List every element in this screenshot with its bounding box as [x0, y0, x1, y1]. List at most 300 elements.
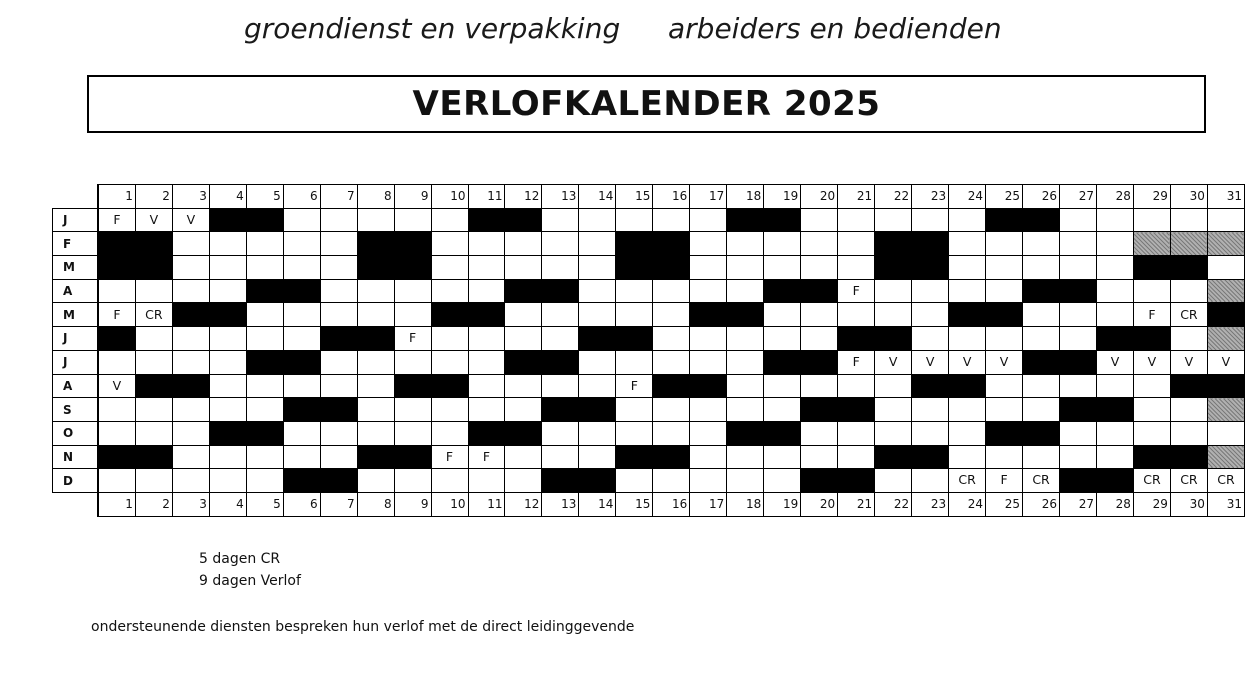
day-cell	[764, 232, 801, 256]
closed-day-cell	[357, 232, 394, 256]
day-cell	[653, 208, 690, 232]
closed-day-cell	[838, 327, 875, 351]
day-number: 16	[653, 185, 690, 209]
closed-day-cell	[986, 303, 1023, 327]
day-cell	[431, 398, 468, 422]
closed-day-cell	[1207, 303, 1244, 327]
closed-day-cell	[1170, 445, 1207, 469]
day-cell	[431, 232, 468, 256]
closed-day-cell	[320, 327, 357, 351]
day-cell	[283, 445, 320, 469]
day-number: 19	[764, 185, 801, 209]
closed-day-cell	[320, 469, 357, 493]
nonexistent-day-cell	[1207, 398, 1244, 422]
day-cell	[246, 232, 283, 256]
day-number: 6	[283, 185, 320, 209]
day-cell	[431, 279, 468, 303]
closed-day-cell	[505, 208, 542, 232]
day-number: 12	[505, 185, 542, 209]
marked-day-cell: F	[838, 279, 875, 303]
day-cell	[283, 327, 320, 351]
day-cell	[135, 421, 172, 445]
day-cell	[209, 350, 246, 374]
day-cell	[1096, 256, 1133, 280]
day-cell	[875, 421, 912, 445]
closed-day-cell	[135, 232, 172, 256]
day-cell	[246, 303, 283, 327]
day-number: 7	[320, 185, 357, 209]
day-cell	[579, 350, 616, 374]
day-cell	[1096, 374, 1133, 398]
closed-day-cell	[542, 279, 579, 303]
day-number: 10	[431, 492, 468, 516]
day-number: 29	[1133, 492, 1170, 516]
day-cell	[320, 374, 357, 398]
day-cell	[690, 208, 727, 232]
day-cell	[283, 421, 320, 445]
day-number: 21	[838, 185, 875, 209]
day-cell	[653, 279, 690, 303]
day-cell	[135, 350, 172, 374]
day-cell	[949, 398, 986, 422]
day-cell	[246, 327, 283, 351]
day-cell	[505, 374, 542, 398]
day-cell	[505, 256, 542, 280]
day-cell	[949, 208, 986, 232]
day-cell	[1060, 256, 1097, 280]
marked-day-cell: V	[172, 208, 209, 232]
day-cell	[542, 232, 579, 256]
closed-day-cell	[912, 256, 949, 280]
month-row	[53, 469, 1245, 493]
closed-day-cell	[1023, 208, 1060, 232]
day-cell	[690, 421, 727, 445]
corner-cell	[53, 185, 98, 209]
day-cell	[320, 232, 357, 256]
day-cell	[764, 445, 801, 469]
marked-day-cell: V	[875, 350, 912, 374]
month-label: F	[53, 232, 98, 256]
day-cell	[801, 374, 838, 398]
closed-day-cell	[764, 350, 801, 374]
day-cell	[801, 256, 838, 280]
day-cell	[468, 374, 505, 398]
day-cell	[209, 256, 246, 280]
marked-day-cell: CR	[1023, 469, 1060, 493]
day-number: 16	[653, 492, 690, 516]
day-cell	[320, 445, 357, 469]
closed-day-cell	[653, 256, 690, 280]
day-cell	[357, 303, 394, 327]
day-cell	[357, 374, 394, 398]
closed-day-cell	[653, 232, 690, 256]
month-label: O	[53, 421, 98, 445]
day-cell	[246, 374, 283, 398]
day-cell	[1023, 256, 1060, 280]
month-row	[53, 445, 1245, 469]
day-cell	[172, 469, 209, 493]
day-cell	[764, 469, 801, 493]
day-number: 5	[246, 185, 283, 209]
day-cell	[1133, 398, 1170, 422]
day-cell	[1096, 232, 1133, 256]
marked-day-cell: CR	[949, 469, 986, 493]
day-cell	[912, 398, 949, 422]
day-number: 22	[875, 185, 912, 209]
day-number: 14	[579, 492, 616, 516]
day-number: 14	[579, 185, 616, 209]
closed-day-cell	[949, 303, 986, 327]
day-cell	[801, 421, 838, 445]
day-cell	[1060, 374, 1097, 398]
closed-day-cell	[394, 445, 431, 469]
closed-day-cell	[912, 445, 949, 469]
day-cell	[579, 208, 616, 232]
day-cell	[579, 303, 616, 327]
closed-day-cell	[616, 256, 653, 280]
day-number: 15	[616, 185, 653, 209]
closed-day-cell	[875, 445, 912, 469]
day-number: 3	[172, 185, 209, 209]
day-cell	[1170, 398, 1207, 422]
day-number: 24	[949, 185, 986, 209]
day-number: 29	[1133, 185, 1170, 209]
closed-day-cell	[468, 303, 505, 327]
day-cell	[912, 279, 949, 303]
month-label: D	[53, 469, 98, 493]
closed-day-cell	[875, 327, 912, 351]
closed-day-cell	[394, 374, 431, 398]
day-cell	[283, 374, 320, 398]
month-label: J	[53, 208, 98, 232]
day-number: 5	[246, 492, 283, 516]
month-row	[53, 374, 1245, 398]
day-cell	[1096, 421, 1133, 445]
day-header-top	[53, 185, 1245, 209]
day-cell	[690, 445, 727, 469]
day-number: 12	[505, 492, 542, 516]
closed-day-cell	[801, 279, 838, 303]
marked-day-cell: V	[1207, 350, 1244, 374]
day-cell	[542, 303, 579, 327]
closed-day-cell	[505, 279, 542, 303]
day-number: 23	[912, 492, 949, 516]
nonexistent-day-cell	[1133, 232, 1170, 256]
day-cell	[357, 279, 394, 303]
day-cell	[283, 208, 320, 232]
closed-day-cell	[1096, 398, 1133, 422]
day-number: 17	[690, 185, 727, 209]
day-cell	[320, 256, 357, 280]
closed-day-cell	[764, 208, 801, 232]
day-cell	[135, 469, 172, 493]
day-cell	[838, 256, 875, 280]
day-cell	[986, 232, 1023, 256]
day-number: 8	[357, 185, 394, 209]
day-cell	[912, 303, 949, 327]
day-cell	[98, 469, 135, 493]
day-cell	[1133, 421, 1170, 445]
day-cell	[875, 279, 912, 303]
day-cell	[468, 327, 505, 351]
day-cell	[838, 208, 875, 232]
closed-day-cell	[1170, 256, 1207, 280]
day-cell	[209, 327, 246, 351]
day-number: 21	[838, 492, 875, 516]
day-cell	[320, 350, 357, 374]
nonexistent-day-cell	[1207, 445, 1244, 469]
marked-day-cell: F	[98, 303, 135, 327]
day-cell	[394, 350, 431, 374]
day-cell	[468, 398, 505, 422]
day-cell	[172, 421, 209, 445]
closed-day-cell	[431, 374, 468, 398]
day-cell	[875, 398, 912, 422]
closed-day-cell	[579, 398, 616, 422]
day-number: 8	[357, 492, 394, 516]
day-number: 30	[1170, 492, 1207, 516]
day-number: 11	[468, 492, 505, 516]
nonexistent-day-cell	[1207, 279, 1244, 303]
day-cell	[246, 445, 283, 469]
day-cell	[542, 256, 579, 280]
day-cell	[875, 469, 912, 493]
closed-day-cell	[1023, 350, 1060, 374]
day-cell	[394, 421, 431, 445]
day-cell	[283, 303, 320, 327]
closed-day-cell	[172, 303, 209, 327]
day-number: 26	[1023, 492, 1060, 516]
day-cell	[320, 303, 357, 327]
marked-day-cell: F	[1133, 303, 1170, 327]
nonexistent-day-cell	[1207, 232, 1244, 256]
day-header-bottom	[53, 492, 1245, 516]
day-cell	[727, 469, 764, 493]
closed-day-cell	[394, 232, 431, 256]
day-cell	[431, 350, 468, 374]
day-cell	[764, 256, 801, 280]
day-cell	[1170, 327, 1207, 351]
day-cell	[949, 256, 986, 280]
day-cell	[727, 327, 764, 351]
day-cell	[209, 374, 246, 398]
day-cell	[1023, 303, 1060, 327]
day-cell	[246, 398, 283, 422]
day-cell	[1207, 256, 1244, 280]
marked-day-cell: CR	[1207, 469, 1244, 493]
day-cell	[394, 303, 431, 327]
closed-day-cell	[505, 421, 542, 445]
closed-day-cell	[949, 374, 986, 398]
day-cell	[1060, 232, 1097, 256]
day-number: 25	[986, 492, 1023, 516]
month-label: S	[53, 398, 98, 422]
day-cell	[653, 421, 690, 445]
day-cell	[690, 350, 727, 374]
day-cell	[653, 327, 690, 351]
day-cell	[875, 208, 912, 232]
closed-day-cell	[801, 350, 838, 374]
day-cell	[394, 398, 431, 422]
day-cell	[394, 279, 431, 303]
day-number: 31	[1207, 185, 1244, 209]
notes	[199, 548, 301, 592]
closed-day-cell	[98, 256, 135, 280]
day-cell	[1096, 208, 1133, 232]
closed-day-cell	[838, 469, 875, 493]
closed-day-cell	[431, 303, 468, 327]
closed-day-cell	[764, 421, 801, 445]
day-cell	[1133, 279, 1170, 303]
day-cell	[209, 398, 246, 422]
month-row	[53, 232, 1245, 256]
day-cell	[1023, 445, 1060, 469]
closed-day-cell	[727, 303, 764, 327]
day-cell	[357, 398, 394, 422]
day-cell	[135, 327, 172, 351]
day-cell	[986, 398, 1023, 422]
day-cell	[542, 445, 579, 469]
day-cell	[986, 279, 1023, 303]
month-row	[53, 327, 1245, 351]
marked-day-cell: F	[394, 327, 431, 351]
day-cell	[653, 469, 690, 493]
closed-day-cell	[875, 232, 912, 256]
day-number: 1	[98, 185, 135, 209]
day-cell	[838, 374, 875, 398]
day-cell	[505, 327, 542, 351]
closed-day-cell	[135, 374, 172, 398]
month-label: A	[53, 279, 98, 303]
closed-day-cell	[246, 350, 283, 374]
day-number: 4	[209, 185, 246, 209]
day-number: 9	[394, 492, 431, 516]
day-cell	[1170, 208, 1207, 232]
closed-day-cell	[542, 398, 579, 422]
day-cell	[246, 469, 283, 493]
day-number: 28	[1096, 185, 1133, 209]
day-cell	[986, 256, 1023, 280]
day-cell	[949, 327, 986, 351]
day-cell	[801, 232, 838, 256]
closed-day-cell	[505, 350, 542, 374]
closed-day-cell	[727, 421, 764, 445]
day-cell	[579, 421, 616, 445]
day-cell	[320, 279, 357, 303]
closed-day-cell	[838, 398, 875, 422]
month-row	[53, 256, 1245, 280]
marked-day-cell: V	[949, 350, 986, 374]
day-cell	[579, 256, 616, 280]
month-row	[53, 208, 1245, 232]
day-cell	[875, 303, 912, 327]
month-row	[53, 279, 1245, 303]
day-number: 31	[1207, 492, 1244, 516]
day-cell	[1023, 232, 1060, 256]
closed-day-cell	[283, 279, 320, 303]
day-cell	[690, 279, 727, 303]
closed-day-cell	[283, 398, 320, 422]
day-cell	[431, 208, 468, 232]
day-number: 20	[801, 185, 838, 209]
day-number: 6	[283, 492, 320, 516]
day-cell	[727, 256, 764, 280]
closed-day-cell	[246, 421, 283, 445]
day-cell	[616, 279, 653, 303]
day-cell	[431, 256, 468, 280]
day-number: 27	[1060, 185, 1097, 209]
day-number: 10	[431, 185, 468, 209]
closed-day-cell	[135, 256, 172, 280]
day-number: 28	[1096, 492, 1133, 516]
day-cell	[764, 327, 801, 351]
day-cell	[690, 327, 727, 351]
marked-day-cell: V	[1133, 350, 1170, 374]
day-cell	[357, 208, 394, 232]
closed-day-cell	[1096, 469, 1133, 493]
closed-day-cell	[357, 327, 394, 351]
day-cell	[542, 327, 579, 351]
day-cell	[616, 208, 653, 232]
month-row	[53, 421, 1245, 445]
day-cell	[912, 327, 949, 351]
closed-day-cell	[1133, 256, 1170, 280]
day-cell	[727, 398, 764, 422]
nonexistent-day-cell	[1170, 232, 1207, 256]
note-verlof: 9 dagen Verlof	[199, 573, 301, 589]
day-cell	[616, 350, 653, 374]
marked-day-cell: V	[912, 350, 949, 374]
day-cell	[209, 232, 246, 256]
day-cell	[1096, 445, 1133, 469]
day-number: 18	[727, 492, 764, 516]
page-title: VERLOFKALENDER 2025	[412, 84, 881, 124]
marked-day-cell: F	[838, 350, 875, 374]
day-cell	[764, 398, 801, 422]
day-cell	[1023, 398, 1060, 422]
closed-day-cell	[1133, 327, 1170, 351]
day-cell	[801, 445, 838, 469]
closed-day-cell	[801, 398, 838, 422]
closed-day-cell	[394, 256, 431, 280]
day-cell	[505, 398, 542, 422]
day-cell	[172, 350, 209, 374]
day-cell	[431, 421, 468, 445]
day-cell	[579, 445, 616, 469]
day-cell	[986, 374, 1023, 398]
day-cell	[764, 303, 801, 327]
day-cell	[838, 421, 875, 445]
day-cell	[764, 374, 801, 398]
marked-day-cell: V	[1096, 350, 1133, 374]
day-cell	[431, 469, 468, 493]
day-number: 27	[1060, 492, 1097, 516]
closed-day-cell	[1207, 374, 1244, 398]
day-cell	[209, 469, 246, 493]
closed-day-cell	[246, 208, 283, 232]
closed-day-cell	[1023, 421, 1060, 445]
day-cell	[468, 469, 505, 493]
day-cell	[579, 279, 616, 303]
day-cell	[320, 421, 357, 445]
day-cell	[616, 469, 653, 493]
day-number: 13	[542, 185, 579, 209]
day-cell	[1060, 445, 1097, 469]
day-number: 24	[949, 492, 986, 516]
closed-day-cell	[875, 256, 912, 280]
day-cell	[283, 256, 320, 280]
day-cell	[801, 327, 838, 351]
